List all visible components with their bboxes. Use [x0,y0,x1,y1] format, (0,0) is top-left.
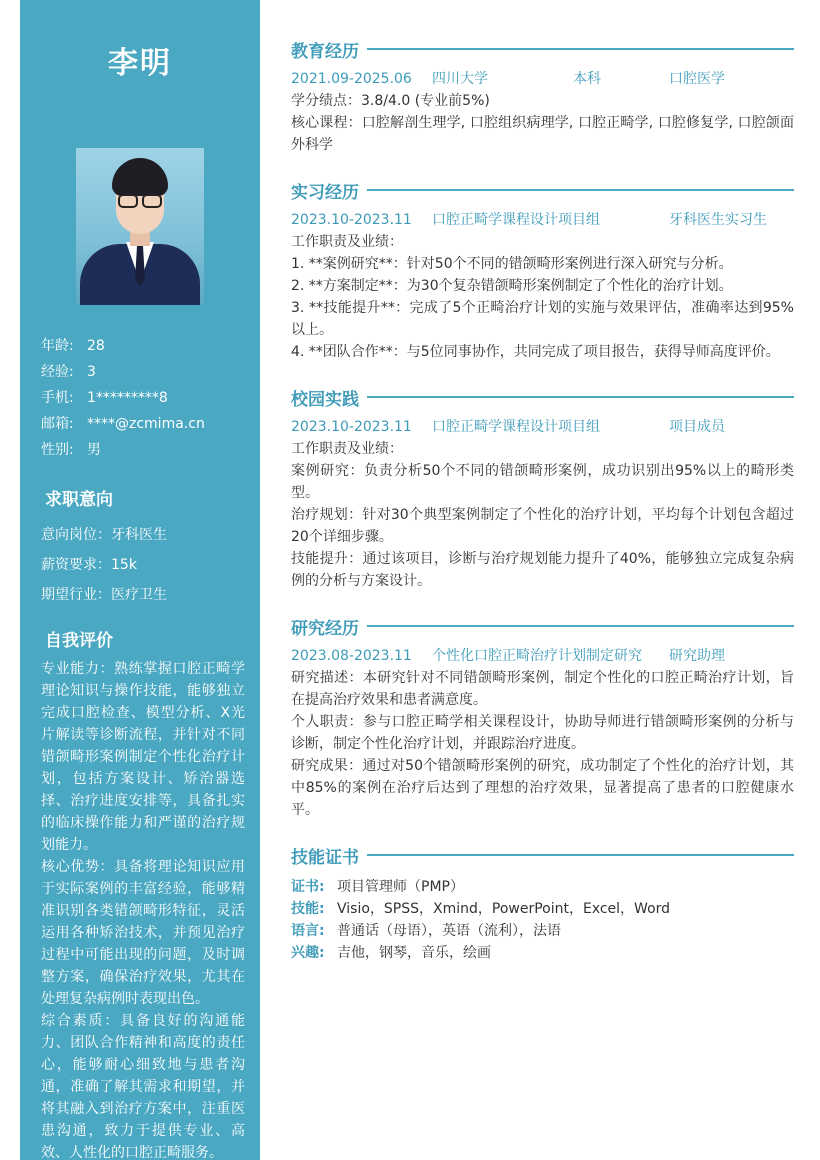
skill-row-language: 语言: 普通话（母语），英语（流利），法语 [291,923,561,939]
entry-body: 学分绩点：3.8/4.0 (专业前5%) 核心课程：口腔解剖生理学, 口腔组织病理学, 口腔正畸学, 口腔修复学, 口腔颌面外科学 [291,93,794,153]
research-section [291,613,794,821]
info-gender: 性别: 男 [41,442,101,458]
entry-org: 个性化口腔正畸治疗计划制定研究 [432,648,642,664]
intent-position: 意向岗位：牙科医生 [41,527,167,543]
section-divider [367,396,794,398]
section-divider [367,189,794,191]
sidebar [20,0,260,1160]
entry-role: 研究助理 [669,648,725,664]
self-evaluation [41,658,245,1160]
entry-period: 2023.10-2023.11 [291,212,412,228]
self-eval-title: 自我评价 [45,631,113,651]
intent-salary: 薪资要求：15k [41,557,137,573]
entry-school: 四川大学 [432,71,488,87]
entry-body: 工作职责及业绩： 案例研究：负责分析50个不同的错颌畸形案例，成功识别出95%以上的畸形类型。 治疗规划：针对30个典型案例制定了个性化的治疗计划，平均每个计划包含超过20个详细步骤。 技能提升：通过该项目，诊断与治疗规划能力提升了40%，能够独立完成复杂病例的分析与方案设计。 [291,441,794,589]
entry-body: 研究描述：本研究针对不同错颌畸形案例，制定个性化的口腔正畸治疗计划，旨在提高治疗效果和患者满意度。 个人职责：参与口腔正畸学相关课程设计，协助导师进行错颌畸形案例的分析与诊断，制定个性化治疗计划，并跟踪治疗进度。 研究成果：通过对50个错颌畸形案例的研究，成功制定了个性化的治疗计划，其中85%的案例在治疗后达到了理想的治疗效果，显著提高了患者的口腔健康水平。 [291,670,794,818]
eval-paragraph: 核心优势：具备将理论知识应用于实际案例的丰富经验，能够精准识别各类错颌畸形特征，灵活运用各种矫治技术，并预见治疗过程中可能出现的问题，及时调整方案，确保治疗效果，尤其在处理复杂病例时表现出色。 [41,859,245,1007]
section-title: 实习经历 [291,182,359,203]
entry-meta [291,209,794,231]
entry-org: 口腔正畸学课程设计项目组 [432,212,600,228]
section-title: 教育经历 [291,41,359,62]
skill-row-certificate: 证书: 项目管理师（PMP） [291,879,464,895]
intent-title: 求职意向 [45,490,113,510]
entry-degree: 本科 [573,71,601,87]
section-title: 校园实践 [291,389,359,410]
basic-info [41,333,251,463]
skills-section [291,842,794,964]
entry-role: 牙科医生实习生 [669,212,767,228]
eval-paragraph: 专业能力：熟练掌握口腔正畸学理论知识与操作技能，能够独立完成口腔检查、模型分析、X光片解读等诊断流程，并针对不同错颌畸形案例制定个性化治疗计划，包括方案设计、矫治器选择、治疗进度安排等，具备扎实的临床操作能力和严谨的治疗规划能力。 [41,661,245,853]
intent-industry: 期望行业：医疗卫生 [41,587,167,603]
section-divider [367,854,794,856]
info-email: 邮箱: ****@zcmima.cn [41,416,205,432]
avatar [76,148,204,305]
entry-major: 口腔医学 [669,71,725,87]
entry-meta [291,645,794,667]
info-experience: 经验: 3 [41,364,96,380]
skill-row-interests: 兴趣: 吉他，钢琴，音乐，绘画 [291,945,491,961]
candidate-name: 李明 [108,46,172,81]
section-divider [367,625,794,627]
entry-meta [291,416,794,438]
entry-org: 口腔正畸学课程设计项目组 [432,419,600,435]
job-intent [41,520,251,610]
entry-meta [291,68,794,90]
skill-row-skills: 技能: Visio，SPSS，Xmind，PowerPoint，Excel，Word [291,901,671,917]
entry-period: 2023.10-2023.11 [291,419,412,435]
entry-period: 2023.08-2023.11 [291,648,412,664]
campus-section [291,384,794,592]
info-age: 年龄: 28 [41,338,105,354]
entry-period: 2021.09-2025.06 [291,71,412,87]
entry-role: 项目成员 [669,419,725,435]
section-title: 研究经历 [291,618,359,639]
internship-section [291,177,794,363]
eval-paragraph: 综合素质：具备良好的沟通能力、团队合作精神和高度的责任心，能够耐心细致地与患者沟通，准确了解其需求和期望，并将其融入到治疗方案中，注重医患沟通，致力于提供专业、高效、人性化的口腔正畸服务。 [41,1013,245,1160]
entry-body: 工作职责及业绩： 1. **案例研究**：针对50个不同的错颌畸形案例进行深入研究与分析。 2. **方案制定**：为30个复杂错颌畸形案例制定了个性化的治疗计划。 3. **技能提升**：完成了5个正畸治疗计划的实施与效果评估，准确率达到95%以上。 4. **团队合作**：与5位同事协作，共同完成了项目报告，获得导师高度评价。 [291,234,794,360]
section-title: 技能证书 [291,847,359,868]
skills-list [291,876,794,964]
info-phone: 手机: 1*********8 [41,390,168,406]
section-divider [367,48,794,50]
education-section [291,36,794,156]
